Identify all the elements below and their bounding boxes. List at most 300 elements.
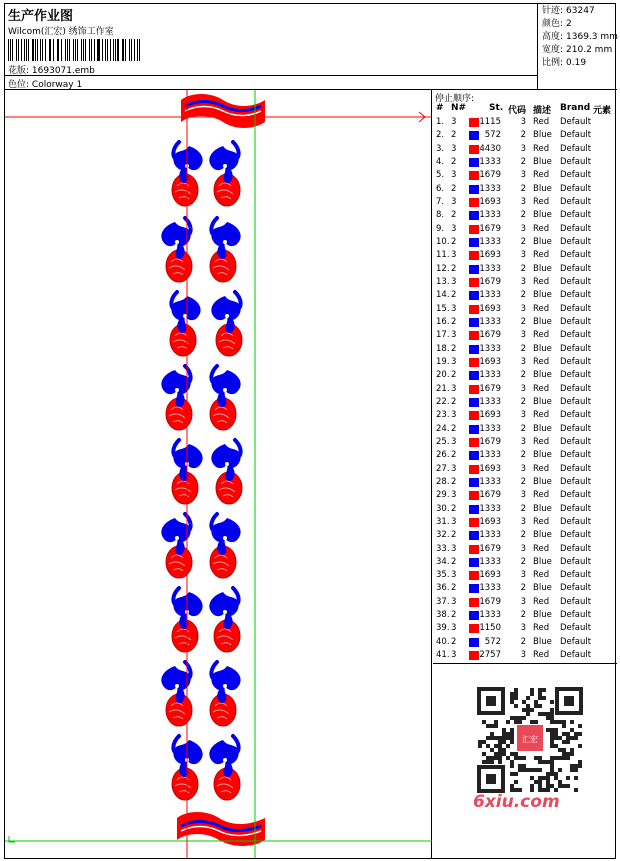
barcode-bar bbox=[98, 39, 99, 61]
stop-row bbox=[433, 423, 617, 436]
cell-num: 13. bbox=[436, 276, 450, 287]
cell-code: 2 bbox=[520, 503, 526, 514]
cell-num: 34. bbox=[436, 556, 450, 567]
cell-desc: Blue bbox=[533, 476, 552, 487]
cell-num: 29. bbox=[436, 490, 450, 501]
cell-num: 10. bbox=[436, 236, 450, 247]
cell-desc: Red bbox=[533, 596, 550, 607]
stop-row bbox=[433, 276, 617, 289]
stat-colors: 颜色: 2 bbox=[542, 19, 572, 29]
barcode-bar bbox=[137, 39, 138, 61]
cell-brand: Default bbox=[560, 436, 592, 447]
stop-row bbox=[433, 329, 617, 342]
colorway-label: 色位: bbox=[8, 80, 30, 90]
cell-num: 40. bbox=[436, 636, 450, 647]
cell-n: 2 bbox=[451, 156, 457, 167]
cell-n: 2 bbox=[451, 583, 457, 594]
color-swatch bbox=[469, 571, 479, 580]
color-swatch bbox=[469, 371, 479, 380]
cell-brand: Default bbox=[560, 343, 592, 354]
cell-num: 39. bbox=[436, 623, 450, 634]
cell-brand: Default bbox=[560, 130, 592, 141]
col-brand: Brand bbox=[560, 103, 591, 113]
cell-n: 2 bbox=[451, 450, 457, 461]
cell-desc: Red bbox=[533, 223, 550, 234]
cell-st: 1693 bbox=[479, 303, 501, 314]
cell-num: 14. bbox=[436, 290, 450, 301]
cell-st: 1679 bbox=[479, 383, 501, 394]
cell-desc: Red bbox=[533, 623, 550, 634]
colorway-value: Colorway 1 bbox=[31, 80, 83, 90]
cell-desc: Red bbox=[533, 250, 550, 261]
cell-n: 2 bbox=[451, 476, 457, 487]
col-elem: 元素 bbox=[593, 106, 612, 116]
color-swatch bbox=[469, 265, 479, 274]
stop-row bbox=[433, 556, 617, 569]
barcode-bar bbox=[125, 39, 126, 61]
stop-row bbox=[433, 543, 617, 556]
cell-n: 3 bbox=[451, 596, 457, 607]
stop-row bbox=[433, 569, 617, 582]
cell-num: 32. bbox=[436, 530, 450, 541]
cell-code: 3 bbox=[520, 570, 526, 581]
cell-brand: Default bbox=[560, 530, 592, 541]
barcode-bar bbox=[28, 39, 29, 61]
cell-n: 2 bbox=[451, 530, 457, 541]
cell-code: 2 bbox=[520, 450, 526, 461]
cell-st: 1693 bbox=[479, 570, 501, 581]
barcode-bar bbox=[8, 39, 9, 61]
cell-code: 3 bbox=[520, 223, 526, 234]
color-swatch bbox=[469, 624, 479, 633]
barcode-bar bbox=[21, 39, 22, 61]
cell-brand: Default bbox=[560, 410, 592, 421]
barcode-bar bbox=[32, 39, 33, 61]
cell-desc: Red bbox=[533, 463, 550, 474]
cell-code: 3 bbox=[520, 330, 526, 341]
cell-num: 12. bbox=[436, 263, 450, 274]
cell-desc: Blue bbox=[533, 343, 552, 354]
cell-desc: Blue bbox=[533, 316, 552, 327]
cell-n: 2 bbox=[451, 423, 457, 434]
cell-brand: Default bbox=[560, 516, 592, 527]
embroidery-preview bbox=[5, 90, 432, 858]
cell-brand: Default bbox=[560, 543, 592, 554]
cell-code: 2 bbox=[520, 156, 526, 167]
cell-brand: Default bbox=[560, 250, 592, 261]
cell-code: 3 bbox=[520, 250, 526, 261]
cell-num: 17. bbox=[436, 330, 450, 341]
stop-row bbox=[433, 503, 617, 516]
cell-num: 21. bbox=[436, 383, 450, 394]
cell-desc: Red bbox=[533, 543, 550, 554]
stop-row bbox=[433, 383, 617, 396]
cell-desc: Blue bbox=[533, 530, 552, 541]
color-swatch bbox=[469, 251, 479, 260]
cell-brand: Default bbox=[560, 490, 592, 501]
color-swatch bbox=[469, 198, 479, 207]
cell-n: 3 bbox=[451, 516, 457, 527]
stop-row bbox=[433, 596, 617, 609]
stat-height: 高度: 1369.3 mm bbox=[542, 32, 618, 42]
color-swatch bbox=[469, 318, 479, 327]
cell-code: 2 bbox=[520, 636, 526, 647]
stop-row bbox=[433, 116, 617, 129]
color-swatch bbox=[469, 584, 479, 593]
cell-code: 3 bbox=[520, 117, 526, 127]
stop-row bbox=[433, 209, 617, 222]
cell-code: 2 bbox=[520, 290, 526, 301]
cell-brand: Default bbox=[560, 636, 592, 647]
cell-brand: Default bbox=[560, 170, 592, 181]
cell-st: 1693 bbox=[479, 356, 501, 367]
barcode-bar bbox=[105, 39, 106, 61]
stop-row bbox=[433, 236, 617, 249]
cell-num: 16. bbox=[436, 316, 450, 327]
cell-st: 1333 bbox=[479, 210, 501, 221]
panel-divider bbox=[433, 663, 617, 664]
cell-st: 1679 bbox=[479, 276, 501, 287]
design-value: 1693071.emb bbox=[31, 66, 95, 76]
stop-row bbox=[433, 343, 617, 356]
cell-n: 3 bbox=[451, 250, 457, 261]
cell-brand: Default bbox=[560, 583, 592, 594]
cell-st: 1693 bbox=[479, 196, 501, 207]
cell-n: 3 bbox=[451, 623, 457, 634]
barcode-bar bbox=[91, 39, 92, 61]
cell-n: 3 bbox=[451, 463, 457, 474]
cell-n: 3 bbox=[451, 276, 457, 287]
cell-desc: Red bbox=[533, 276, 550, 287]
cell-st: 1679 bbox=[479, 490, 501, 501]
cell-brand: Default bbox=[560, 117, 592, 127]
cell-brand: Default bbox=[560, 196, 592, 207]
cell-code: 3 bbox=[520, 196, 526, 207]
stop-row bbox=[433, 636, 617, 649]
design-label: 花版: bbox=[8, 66, 30, 76]
barcode-bar bbox=[40, 39, 41, 61]
stop-row bbox=[433, 396, 617, 409]
cell-desc: Red bbox=[533, 410, 550, 421]
cell-st: 1693 bbox=[479, 463, 501, 474]
cell-code: 2 bbox=[520, 263, 526, 274]
cell-desc: Blue bbox=[533, 370, 552, 381]
cell-st: 1333 bbox=[479, 583, 501, 594]
cell-n: 2 bbox=[451, 610, 457, 621]
cell-desc: Red bbox=[533, 436, 550, 447]
col-n: N# bbox=[451, 103, 467, 113]
cell-code: 3 bbox=[520, 543, 526, 554]
cell-code: 2 bbox=[520, 130, 526, 141]
cell-num: 28. bbox=[436, 476, 450, 487]
cell-st: 1693 bbox=[479, 250, 501, 261]
cell-st: 1333 bbox=[479, 290, 501, 301]
cell-st: 1333 bbox=[479, 236, 501, 247]
cell-st: 1115 bbox=[479, 117, 501, 127]
cell-desc: Blue bbox=[533, 210, 552, 221]
cell-st: 1333 bbox=[479, 263, 501, 274]
cell-n: 3 bbox=[451, 410, 457, 421]
cell-desc: Blue bbox=[533, 130, 552, 141]
color-swatch bbox=[469, 478, 479, 487]
color-swatch bbox=[469, 278, 479, 287]
cell-st: 4430 bbox=[479, 143, 501, 154]
cell-brand: Default bbox=[560, 556, 592, 567]
cell-n: 3 bbox=[451, 117, 457, 127]
cell-st: 1333 bbox=[479, 476, 501, 487]
site-logo[interactable]: 6xiu.com bbox=[473, 792, 560, 812]
cell-n: 2 bbox=[451, 343, 457, 354]
barcode-bar bbox=[73, 39, 74, 61]
cell-code: 2 bbox=[520, 556, 526, 567]
color-swatch bbox=[469, 158, 479, 167]
color-swatch bbox=[469, 558, 479, 567]
barcode-bar bbox=[85, 39, 86, 61]
cell-desc: Blue bbox=[533, 183, 552, 194]
cell-st: 1333 bbox=[479, 156, 501, 167]
cell-num: 11. bbox=[436, 250, 450, 261]
cell-brand: Default bbox=[560, 210, 592, 221]
color-swatch bbox=[469, 505, 479, 514]
cell-code: 2 bbox=[520, 370, 526, 381]
cell-desc: Red bbox=[533, 170, 550, 181]
cell-st: 1333 bbox=[479, 556, 501, 567]
cell-n: 3 bbox=[451, 330, 457, 341]
design-preview bbox=[5, 90, 432, 858]
col-st: St. bbox=[489, 103, 504, 113]
cell-desc: Blue bbox=[533, 236, 552, 247]
cell-code: 3 bbox=[520, 170, 526, 181]
color-swatch bbox=[469, 358, 479, 367]
color-swatch bbox=[469, 238, 479, 247]
cell-st: 1333 bbox=[479, 316, 501, 327]
stop-row bbox=[433, 649, 617, 662]
cell-brand: Default bbox=[560, 236, 592, 247]
cell-n: 3 bbox=[451, 650, 457, 661]
cell-code: 3 bbox=[520, 410, 526, 421]
stop-sequence-panel bbox=[433, 90, 617, 858]
cell-brand: Default bbox=[560, 330, 592, 341]
motif-pattern bbox=[161, 142, 242, 800]
cell-num: 26. bbox=[436, 450, 450, 461]
color-swatch bbox=[469, 131, 479, 140]
cell-st: 1333 bbox=[479, 530, 501, 541]
cell-code: 2 bbox=[520, 530, 526, 541]
cell-n: 3 bbox=[451, 570, 457, 581]
cell-num: 2. bbox=[436, 130, 445, 141]
stop-row bbox=[433, 129, 617, 142]
cell-num: 19. bbox=[436, 356, 450, 367]
cell-brand: Default bbox=[560, 316, 592, 327]
cell-st: 572 bbox=[484, 130, 501, 141]
cell-brand: Default bbox=[560, 156, 592, 167]
cell-desc: Red bbox=[533, 143, 550, 154]
cell-num: 37. bbox=[436, 596, 450, 607]
color-swatch bbox=[469, 518, 479, 527]
cell-num: 1. bbox=[436, 117, 445, 127]
cell-desc: Blue bbox=[533, 556, 552, 567]
cell-num: 4. bbox=[436, 156, 445, 167]
cell-n: 3 bbox=[451, 383, 457, 394]
qr-code bbox=[475, 685, 585, 805]
cell-code: 3 bbox=[520, 516, 526, 527]
color-swatch bbox=[469, 225, 479, 234]
cell-num: 7. bbox=[436, 196, 445, 207]
stop-table-header bbox=[433, 103, 617, 115]
cell-num: 41. bbox=[436, 650, 450, 661]
cell-num: 18. bbox=[436, 343, 450, 354]
color-swatch bbox=[469, 291, 479, 300]
cell-n: 3 bbox=[451, 543, 457, 554]
stop-row bbox=[433, 409, 617, 422]
color-swatch bbox=[469, 491, 479, 500]
colorway bbox=[8, 77, 82, 90]
cell-n: 2 bbox=[451, 263, 457, 274]
color-swatch bbox=[469, 545, 479, 554]
cell-st: 1333 bbox=[479, 450, 501, 461]
cell-n: 2 bbox=[451, 236, 457, 247]
stop-row bbox=[433, 622, 617, 635]
stat-scale: 比例: 0.19 bbox=[542, 58, 587, 68]
cell-brand: Default bbox=[560, 183, 592, 194]
color-swatch bbox=[469, 185, 479, 194]
cell-brand: Default bbox=[560, 303, 592, 314]
color-swatch bbox=[469, 118, 479, 127]
color-swatch bbox=[469, 451, 479, 460]
cell-brand: Default bbox=[560, 143, 592, 154]
color-swatch bbox=[469, 331, 479, 340]
cell-n: 3 bbox=[451, 196, 457, 207]
header-left bbox=[5, 4, 538, 90]
cell-n: 2 bbox=[451, 370, 457, 381]
barcode-bar bbox=[16, 39, 17, 61]
stop-table-rows bbox=[433, 116, 617, 662]
stat-width: 宽度: 210.2 mm bbox=[542, 45, 613, 55]
cell-brand: Default bbox=[560, 423, 592, 434]
color-swatch bbox=[469, 211, 479, 220]
header-divider bbox=[5, 75, 538, 76]
cell-num: 3. bbox=[436, 143, 445, 154]
cell-brand: Default bbox=[560, 383, 592, 394]
cell-code: 3 bbox=[520, 356, 526, 367]
cell-desc: Red bbox=[533, 303, 550, 314]
color-swatch bbox=[469, 438, 479, 447]
cell-brand: Default bbox=[560, 463, 592, 474]
stop-row bbox=[433, 356, 617, 369]
cell-desc: Blue bbox=[533, 636, 552, 647]
stop-row bbox=[433, 369, 617, 382]
cell-n: 3 bbox=[451, 223, 457, 234]
cell-n: 2 bbox=[451, 396, 457, 407]
cell-brand: Default bbox=[560, 223, 592, 234]
barcode-bar bbox=[45, 39, 46, 61]
cell-desc: Red bbox=[533, 356, 550, 367]
cell-n: 3 bbox=[451, 170, 457, 181]
cell-code: 2 bbox=[520, 316, 526, 327]
cell-st: 1333 bbox=[479, 370, 501, 381]
cell-desc: Red bbox=[533, 117, 550, 127]
cell-desc: Red bbox=[533, 650, 550, 661]
cell-num: 20. bbox=[436, 370, 450, 381]
cell-n: 2 bbox=[451, 290, 457, 301]
cell-desc: Blue bbox=[533, 156, 552, 167]
cell-n: 3 bbox=[451, 143, 457, 154]
sheet-title: 生产作业图 bbox=[8, 9, 74, 24]
cell-code: 2 bbox=[520, 210, 526, 221]
stop-row bbox=[433, 529, 617, 542]
barcode-bar bbox=[65, 39, 66, 61]
color-swatch bbox=[469, 531, 479, 540]
cell-num: 23. bbox=[436, 410, 450, 421]
cell-st: 1679 bbox=[479, 596, 501, 607]
cell-brand: Default bbox=[560, 596, 592, 607]
cell-st: 1679 bbox=[479, 223, 501, 234]
cell-code: 2 bbox=[520, 610, 526, 621]
color-swatch bbox=[469, 598, 479, 607]
cell-code: 3 bbox=[520, 143, 526, 154]
cell-brand: Default bbox=[560, 370, 592, 381]
cell-st: 1693 bbox=[479, 516, 501, 527]
cell-n: 2 bbox=[451, 636, 457, 647]
cell-brand: Default bbox=[560, 290, 592, 301]
cell-brand: Default bbox=[560, 503, 592, 514]
cell-st: 1333 bbox=[479, 183, 501, 194]
cell-num: 15. bbox=[436, 303, 450, 314]
cell-num: 36. bbox=[436, 583, 450, 594]
cell-st: 1333 bbox=[479, 423, 501, 434]
cell-code: 2 bbox=[520, 583, 526, 594]
cell-desc: Red bbox=[533, 196, 550, 207]
cell-n: 2 bbox=[451, 210, 457, 221]
color-swatch bbox=[469, 425, 479, 434]
stop-row bbox=[433, 449, 617, 462]
stop-row bbox=[433, 169, 617, 182]
cell-code: 2 bbox=[520, 343, 526, 354]
color-swatch bbox=[469, 385, 479, 394]
cell-code: 2 bbox=[520, 183, 526, 194]
cell-code: 3 bbox=[520, 650, 526, 661]
barcode bbox=[8, 39, 142, 61]
cell-code: 2 bbox=[520, 236, 526, 247]
cell-num: 5. bbox=[436, 170, 445, 181]
stop-row bbox=[433, 476, 617, 489]
cell-brand: Default bbox=[560, 396, 592, 407]
svg-text:汇宏: 汇宏 bbox=[522, 735, 538, 744]
cell-desc: Blue bbox=[533, 396, 552, 407]
stop-row bbox=[433, 183, 617, 196]
cell-desc: Red bbox=[533, 490, 550, 501]
stat-stitches: 针迹: 63247 bbox=[542, 6, 595, 16]
barcode-bar bbox=[113, 39, 114, 61]
cell-code: 2 bbox=[520, 423, 526, 434]
color-swatch bbox=[469, 611, 479, 620]
stop-row bbox=[433, 609, 617, 622]
cell-num: 25. bbox=[436, 436, 450, 447]
stop-row bbox=[433, 489, 617, 502]
stop-row bbox=[433, 582, 617, 595]
cell-desc: Blue bbox=[533, 503, 552, 514]
color-swatch bbox=[469, 411, 479, 420]
cell-brand: Default bbox=[560, 276, 592, 287]
top-band bbox=[181, 94, 265, 128]
cell-st: 1150 bbox=[479, 623, 501, 634]
cell-code: 2 bbox=[520, 476, 526, 487]
cell-st: 1679 bbox=[479, 170, 501, 181]
cell-desc: Blue bbox=[533, 263, 552, 274]
col-desc: 描述 bbox=[533, 106, 552, 116]
cell-brand: Default bbox=[560, 623, 592, 634]
cell-st: 1679 bbox=[479, 543, 501, 554]
